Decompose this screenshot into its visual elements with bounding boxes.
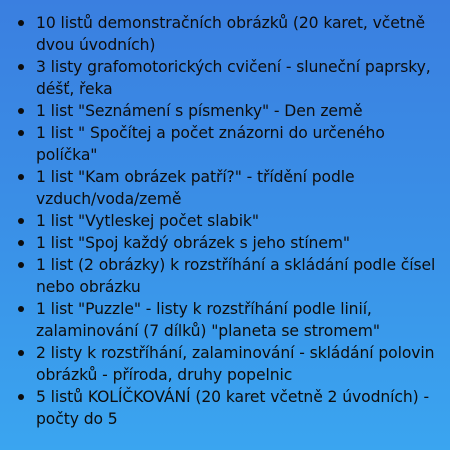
list-item-text: 1 list "Kam obrázek patří?" - třídění podle vzduch/voda/země bbox=[36, 168, 355, 208]
list-item-text: 2 listy k rozstříhání, zalaminování - skládání polovin obrázků - příroda, druhy popelnic bbox=[36, 344, 435, 384]
bullet-icon bbox=[18, 64, 24, 70]
bullet-icon bbox=[18, 306, 24, 312]
bullet-list bbox=[14, 12, 442, 430]
list-item-text: 1 list (2 obrázky) k rozstříhání a skládání podle čísel nebo obrázku bbox=[36, 256, 436, 296]
list-item-text: 3 listy grafomotorických cvičení - sluneční paprsky, déšť, řeka bbox=[36, 58, 431, 98]
bullet-icon bbox=[18, 174, 24, 180]
list-item-text: 5 listů KOLÍČKOVÁNÍ (20 karet včetně 2 úvodních) - počty do 5 bbox=[36, 388, 430, 428]
list-item bbox=[14, 386, 442, 430]
bullet-icon bbox=[18, 394, 24, 400]
list-item bbox=[14, 166, 442, 210]
bullet-icon bbox=[18, 130, 24, 136]
list-item-text: 1 list "Seznámení s písmenky" - Den země bbox=[36, 102, 363, 120]
bullet-icon bbox=[18, 350, 24, 356]
list-item-text: 1 list "Vytleskej počet slabik" bbox=[36, 212, 259, 230]
list-item bbox=[14, 232, 442, 254]
bullet-icon bbox=[18, 108, 24, 114]
list-item bbox=[14, 122, 442, 166]
list-item-text: 1 list " Spočítej a počet znázorni do určeného políčka" bbox=[36, 124, 385, 164]
list-item bbox=[14, 56, 442, 100]
list-item-text: 10 listů demonstračních obrázků (20 karet, včetně dvou úvodních) bbox=[36, 14, 426, 54]
list-item bbox=[14, 342, 442, 386]
list-item bbox=[14, 100, 442, 122]
list-item-text: 1 list "Spoj každý obrázek s jeho stínem" bbox=[36, 234, 350, 252]
bullet-icon bbox=[18, 20, 24, 26]
list-item bbox=[14, 210, 442, 232]
list-item-text: 1 list "Puzzle" - listy k rozstříhání podle linií, zalaminování (7 dílků) "planeta se stromem" bbox=[36, 300, 380, 340]
bullet-icon bbox=[18, 240, 24, 246]
bullet-icon bbox=[18, 218, 24, 224]
list-item bbox=[14, 298, 442, 342]
bullet-icon bbox=[18, 262, 24, 268]
list-item bbox=[14, 12, 442, 56]
list-item bbox=[14, 254, 442, 298]
